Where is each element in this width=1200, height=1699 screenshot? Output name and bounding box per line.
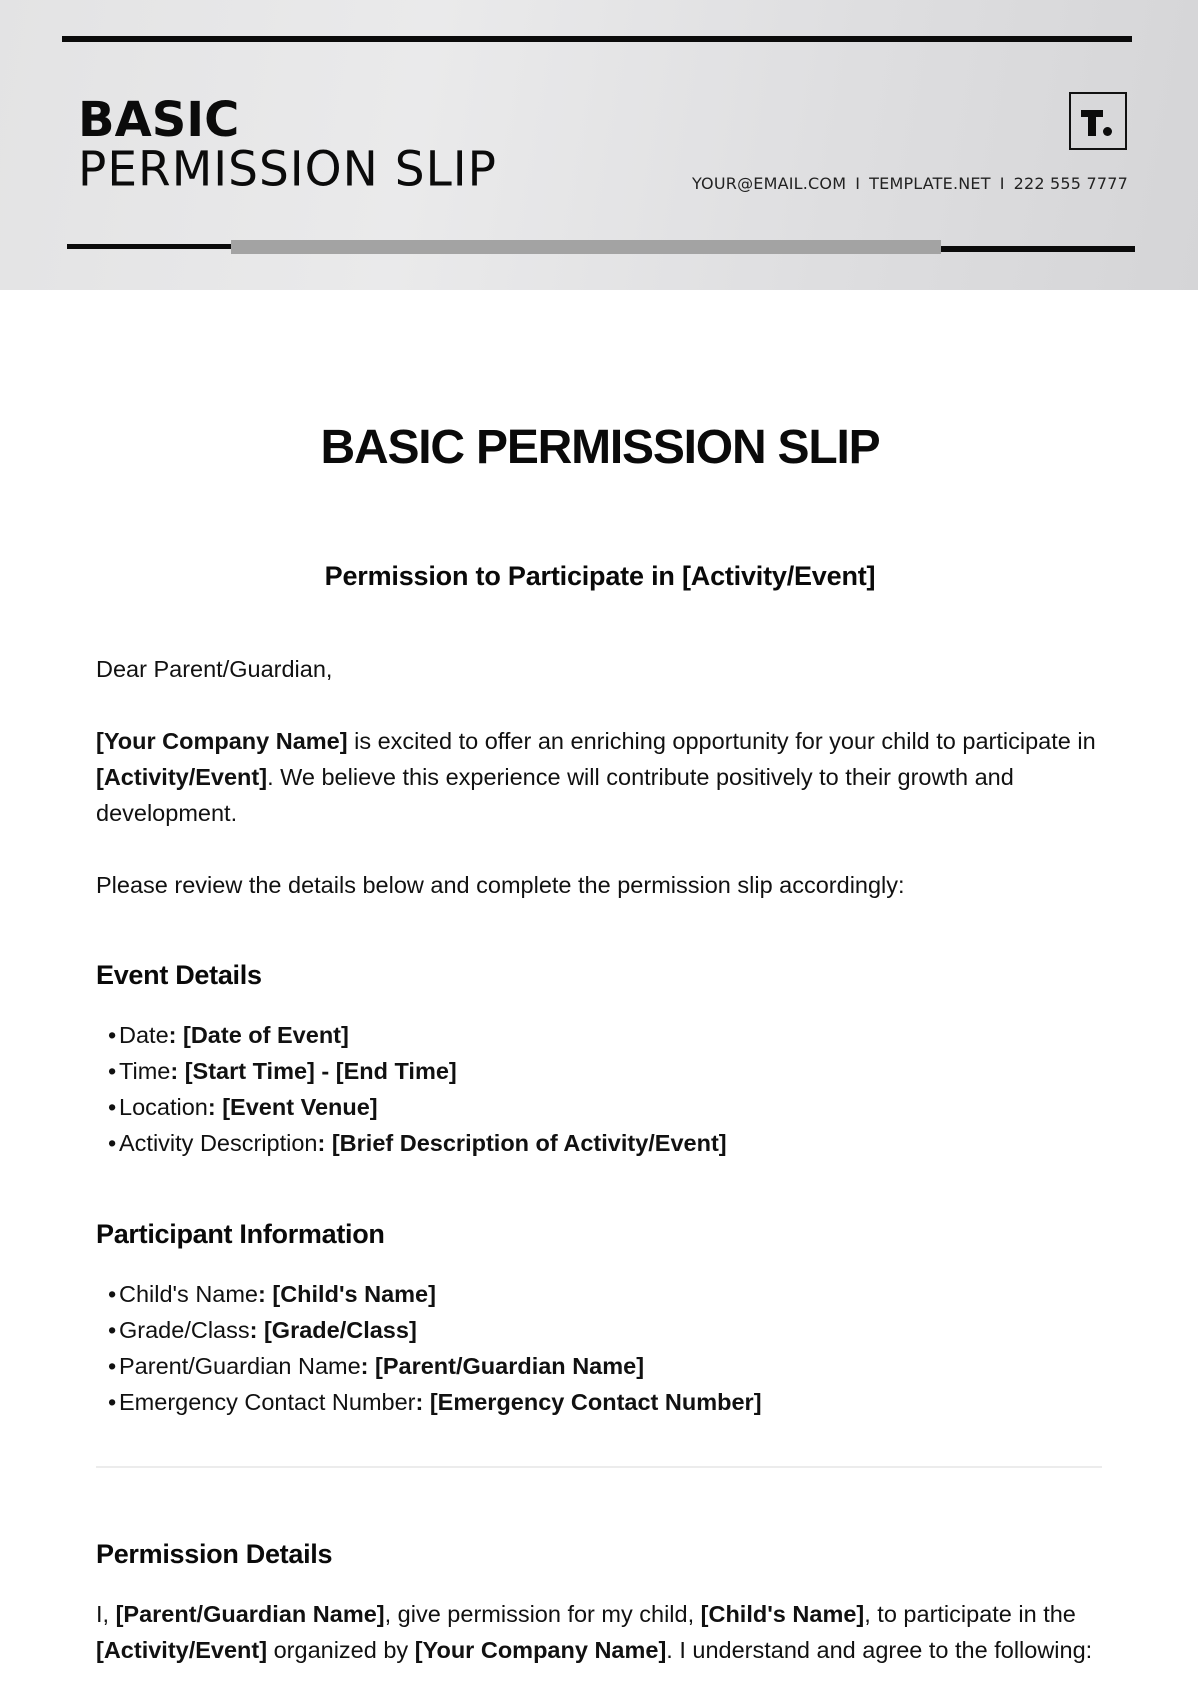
perm-text-3: , to participate in the xyxy=(864,1601,1076,1627)
item-value: [Grade/Class] xyxy=(263,1317,417,1343)
item-colon: : xyxy=(317,1130,332,1156)
permission-details-heading: Permission Details xyxy=(96,1539,333,1569)
contact-email: YOUR@EMAIL.COM xyxy=(691,174,847,193)
template-logo-icon xyxy=(1069,92,1127,150)
header-bottom-rule-gray xyxy=(231,240,941,254)
contact-separator: I xyxy=(855,174,861,193)
activity-placeholder: [Activity/Event] xyxy=(96,1637,268,1663)
contact-phone: 222 555 7777 xyxy=(1013,174,1128,193)
bullet-icon: • xyxy=(108,1130,117,1156)
header-banner xyxy=(0,0,1198,290)
item-label: Location xyxy=(119,1094,208,1120)
company-placeholder: [Your Company Name] xyxy=(96,728,348,754)
item-value: [Child's Name] xyxy=(272,1281,436,1307)
item-colon: : xyxy=(415,1389,430,1415)
activity-placeholder: [Activity/Event] xyxy=(96,764,268,790)
item-colon: : xyxy=(207,1094,223,1120)
intro-paragraph xyxy=(96,723,1106,831)
item-label: Parent/Guardian Name xyxy=(119,1353,361,1379)
contact-separator: I xyxy=(999,174,1005,193)
list-item xyxy=(108,1384,762,1420)
intro-text-1: is excited to offer an enriching opportunity for your child to participate in xyxy=(347,728,1096,754)
list-item xyxy=(108,1312,762,1348)
list-item xyxy=(108,1276,762,1312)
perm-text-4: organized by xyxy=(267,1637,415,1663)
item-colon: : xyxy=(249,1317,264,1343)
instruction-paragraph: Please review the details below and complete the permission slip accordingly: xyxy=(96,872,905,898)
item-colon: : xyxy=(360,1353,376,1379)
item-value: [Date of Event] xyxy=(183,1022,349,1048)
header-top-rule xyxy=(62,36,1132,42)
bullet-icon: • xyxy=(108,1022,117,1048)
item-label: Emergency Contact Number xyxy=(119,1389,416,1415)
list-item xyxy=(108,1125,727,1161)
section-divider xyxy=(96,1466,1102,1468)
item-value: [Brief Description of Activity/Event] xyxy=(331,1130,727,1156)
brand-title-line2: PERMISSION SLIP xyxy=(78,141,497,198)
logo-t-stem xyxy=(1088,110,1096,136)
permission-paragraph xyxy=(96,1596,1106,1668)
intro-text-2: . We believe this experience will contribute positively to their growth and development. xyxy=(96,764,1014,826)
item-label: Child's Name xyxy=(119,1281,259,1307)
logo-t-dot xyxy=(1103,127,1112,136)
brand-title xyxy=(78,92,497,198)
company-placeholder: [Your Company Name] xyxy=(414,1637,667,1663)
list-item xyxy=(108,1348,762,1384)
perm-text-5: . I understand and agree to the following: xyxy=(666,1637,1093,1663)
item-colon: : xyxy=(168,1022,183,1048)
item-value: [Event Venue] xyxy=(222,1094,378,1120)
item-label: Time xyxy=(119,1058,171,1084)
item-colon: : xyxy=(258,1281,273,1307)
perm-text-1: I, xyxy=(96,1601,116,1627)
bullet-icon: • xyxy=(108,1281,117,1307)
perm-text-2: , give permission for my child, xyxy=(384,1601,701,1627)
bullet-icon: • xyxy=(108,1058,117,1084)
header-bottom-rule-right xyxy=(941,246,1135,252)
participant-info-heading: Participant Information xyxy=(96,1219,385,1249)
header-bottom-rule-left xyxy=(67,244,231,249)
contact-website: TEMPLATE.NET xyxy=(869,174,991,193)
brand-title-line1: BASIC xyxy=(78,92,240,148)
document-subtitle: Permission to Participate in [Activity/Event] xyxy=(324,561,876,591)
item-label: Date xyxy=(119,1022,169,1048)
item-colon: : xyxy=(170,1058,185,1084)
list-item xyxy=(108,1089,727,1125)
event-details-heading: Event Details xyxy=(96,960,262,990)
document-title: BASIC PERMISSION SLIP xyxy=(320,421,880,474)
guardian-placeholder: [Parent/Guardian Name] xyxy=(115,1601,385,1627)
item-value: [Start Time] - [End Time] xyxy=(184,1058,457,1084)
bullet-icon: • xyxy=(108,1317,117,1343)
greeting: Dear Parent/Guardian, xyxy=(96,656,333,682)
item-value: [Parent/Guardian Name] xyxy=(375,1353,645,1379)
bullet-icon: • xyxy=(108,1389,117,1415)
child-placeholder: [Child's Name] xyxy=(700,1601,865,1627)
bullet-icon: • xyxy=(108,1353,117,1379)
event-details-list xyxy=(108,1017,727,1161)
item-label: Grade/Class xyxy=(119,1317,250,1343)
participant-info-list xyxy=(108,1276,762,1420)
contact-line xyxy=(692,174,1128,193)
list-item xyxy=(108,1053,727,1089)
list-item xyxy=(108,1017,727,1053)
bullet-icon: • xyxy=(108,1094,117,1120)
item-value: [Emergency Contact Number] xyxy=(429,1389,762,1415)
item-label: Activity Description xyxy=(119,1130,318,1156)
